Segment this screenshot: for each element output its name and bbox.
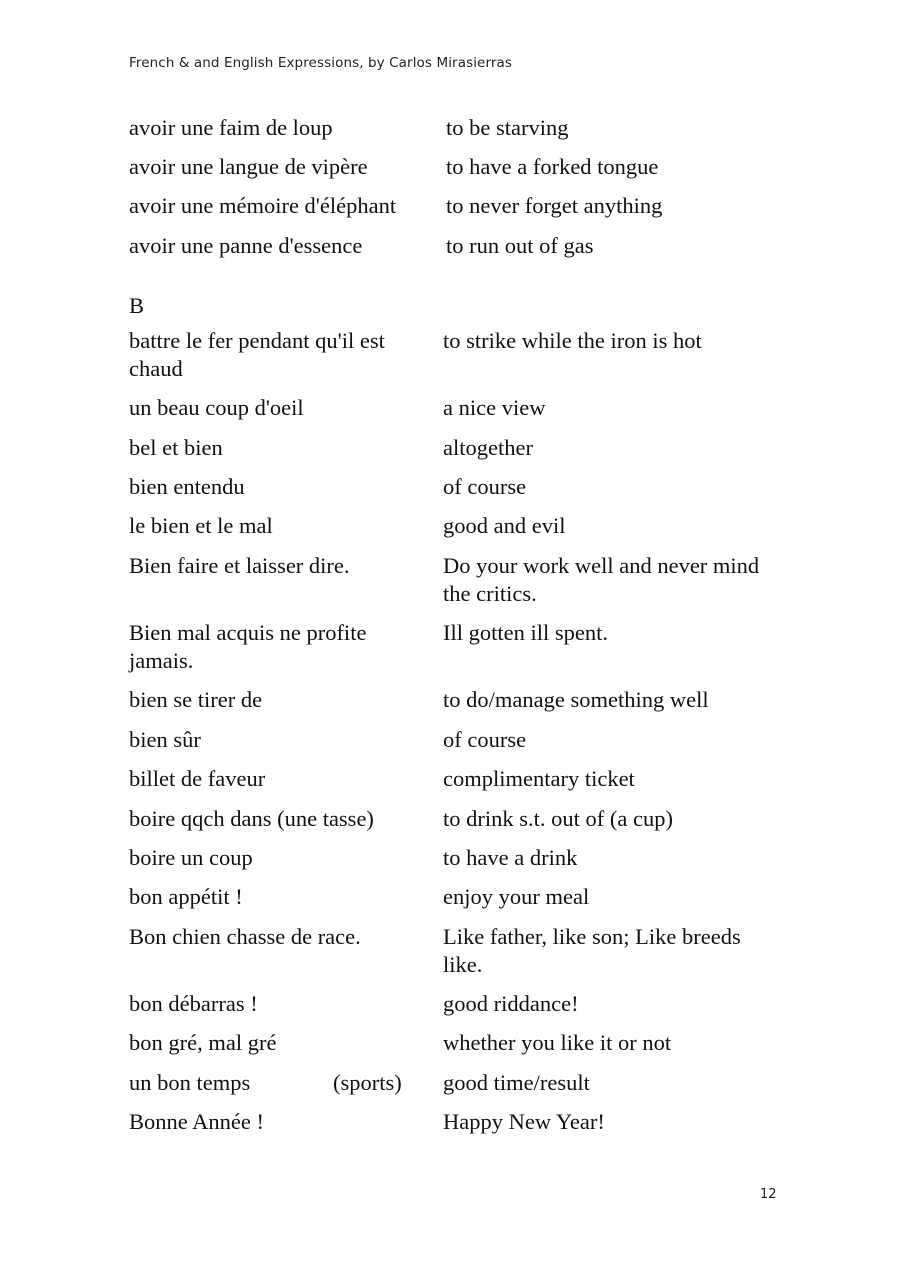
english-translation: to drink s.t. out of (a cup) bbox=[443, 806, 673, 831]
english-translation: good time/result bbox=[443, 1070, 590, 1095]
english-translation: good riddance! bbox=[443, 991, 579, 1016]
section-letter: B bbox=[129, 293, 145, 318]
english-translation: Like father, like son; Like breeds like. bbox=[443, 924, 741, 977]
english-translation: to strike while the iron is hot bbox=[443, 328, 702, 353]
page-number: 12 bbox=[760, 1187, 777, 1202]
french-expression: boire un coup bbox=[129, 845, 253, 870]
french-expression: bien entendu bbox=[129, 474, 245, 499]
french-expression: battre le fer pendant qu'il est chaud bbox=[129, 328, 385, 381]
english-translation: to run out of gas bbox=[446, 233, 594, 258]
english-translation: whether you like it or not bbox=[443, 1030, 672, 1055]
french-expression: Bien faire et laisser dire. bbox=[129, 553, 350, 578]
english-translation: Do your work well and never mind the critics. bbox=[443, 553, 760, 606]
french-expression: bon débarras ! bbox=[129, 991, 258, 1016]
running-header: French & and English Expressions, by Carlos Mirasierras bbox=[129, 55, 513, 71]
english-translation: a nice view bbox=[443, 395, 546, 420]
french-expression: bien se tirer de bbox=[129, 687, 263, 712]
english-translation: Happy New Year! bbox=[443, 1109, 605, 1134]
english-translation: altogether bbox=[443, 435, 533, 460]
english-translation: of course bbox=[443, 727, 527, 752]
english-translation: to do/manage something well bbox=[443, 687, 709, 712]
french-expression: bien sûr bbox=[129, 727, 201, 752]
english-translation: good and evil bbox=[443, 513, 566, 538]
french-expression: un bon temps bbox=[129, 1070, 251, 1095]
usage-tag: (sports) bbox=[333, 1070, 402, 1095]
french-expression: avoir une mémoire d'éléphant bbox=[129, 193, 397, 218]
french-expression: bon gré, mal gré bbox=[129, 1030, 277, 1055]
french-expression: bon appétit ! bbox=[129, 884, 243, 909]
french-expression: avoir une langue de vipère bbox=[129, 154, 368, 179]
english-translation: to be starving bbox=[446, 115, 569, 140]
french-expression: avoir une faim de loup bbox=[129, 115, 333, 140]
french-expression: bel et bien bbox=[129, 435, 223, 460]
english-translation: Ill gotten ill spent. bbox=[443, 620, 608, 645]
english-translation: complimentary ticket bbox=[443, 766, 635, 791]
french-expression: boire qqch dans (une tasse) bbox=[129, 806, 374, 831]
french-expression: Bien mal acquis ne profite jamais. bbox=[129, 620, 367, 673]
english-translation: to have a forked tongue bbox=[446, 154, 659, 179]
french-expression: Bon chien chasse de race. bbox=[129, 924, 361, 949]
french-expression: billet de faveur bbox=[129, 766, 266, 791]
english-translation: to never forget anything bbox=[446, 193, 663, 218]
french-expression: le bien et le mal bbox=[129, 513, 273, 538]
english-translation: to have a drink bbox=[443, 845, 578, 870]
english-translation: enjoy your meal bbox=[443, 884, 590, 909]
french-expression: un beau coup d'oeil bbox=[129, 395, 304, 420]
french-expression: avoir une panne d'essence bbox=[129, 233, 363, 258]
english-translation: of course bbox=[443, 474, 527, 499]
french-expression: Bonne Année ! bbox=[129, 1109, 264, 1134]
